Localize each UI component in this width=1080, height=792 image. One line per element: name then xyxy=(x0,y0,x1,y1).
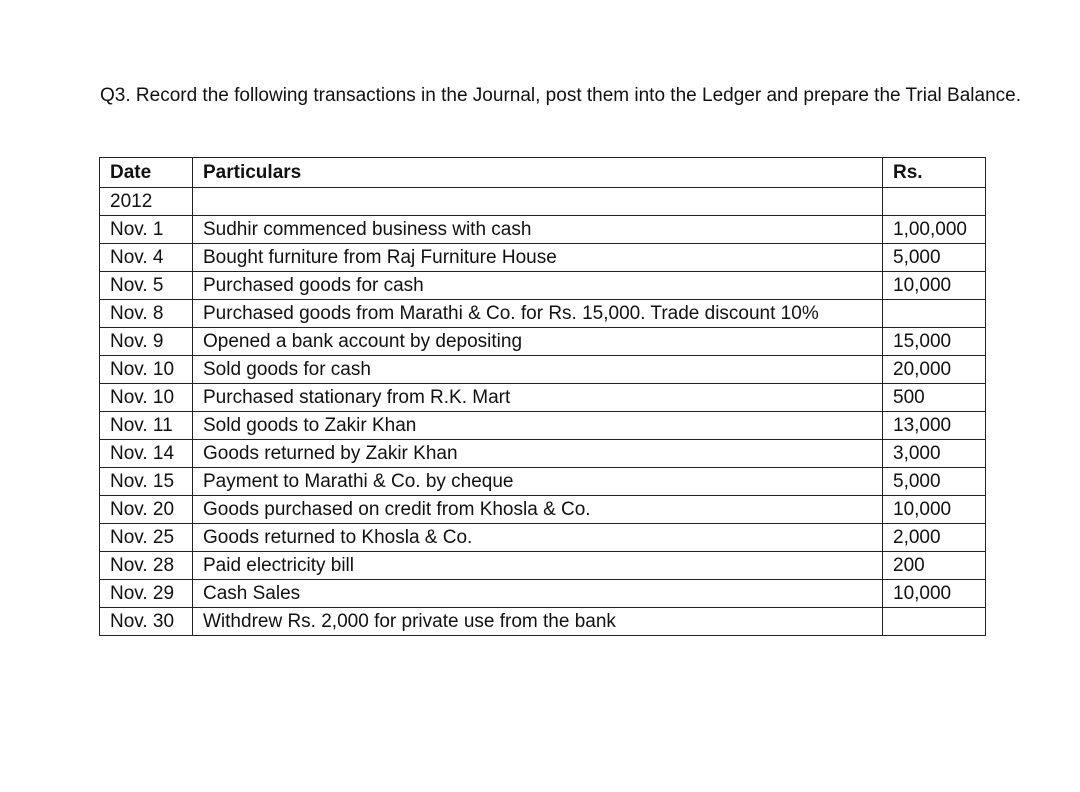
table-row xyxy=(100,580,986,608)
cell-date: Nov. 15 xyxy=(100,468,193,496)
cell-particulars: Goods purchased on credit from Khosla & Co. xyxy=(193,496,883,524)
cell-particulars: Payment to Marathi & Co. by cheque xyxy=(193,468,883,496)
cell-date: Nov. 4 xyxy=(100,244,193,272)
table-row xyxy=(100,272,986,300)
cell-amount: 5,000 xyxy=(883,468,986,496)
cell-amount: 10,000 xyxy=(883,496,986,524)
table-header xyxy=(100,158,986,188)
table-row xyxy=(100,552,986,580)
cell-particulars: Sudhir commenced business with cash xyxy=(193,216,883,244)
cell-particulars: Sold goods to Zakir Khan xyxy=(193,412,883,440)
cell-particulars: Goods returned to Khosla & Co. xyxy=(193,524,883,552)
header-date: Date xyxy=(100,158,193,188)
table-body xyxy=(100,188,986,636)
cell-date: Nov. 25 xyxy=(100,524,193,552)
cell-date: Nov. 10 xyxy=(100,384,193,412)
header-amount: Rs. xyxy=(883,158,986,188)
question-text: Q3. Record the following transactions in the Journal, post them into the Ledger and prepare the Trial Balance. xyxy=(100,85,1021,106)
table-row xyxy=(100,608,986,636)
cell-amount: 200 xyxy=(883,552,986,580)
cell-date: Nov. 8 xyxy=(100,300,193,328)
cell-amount: 10,000 xyxy=(883,272,986,300)
cell-date: Nov. 14 xyxy=(100,440,193,468)
cell-amount: 13,000 xyxy=(883,412,986,440)
cell-amount: 1,00,000 xyxy=(883,216,986,244)
table-row xyxy=(100,216,986,244)
cell-amount: 10,000 xyxy=(883,580,986,608)
table-row xyxy=(100,440,986,468)
cell-date: Nov. 10 xyxy=(100,356,193,384)
cell-date: Nov. 9 xyxy=(100,328,193,356)
cell-particulars: Bought furniture from Raj Furniture House xyxy=(193,244,883,272)
cell-amount xyxy=(883,608,986,636)
cell-date: Nov. 1 xyxy=(100,216,193,244)
table-row xyxy=(100,188,986,216)
transactions-table xyxy=(99,157,986,636)
table-row xyxy=(100,300,986,328)
header-particulars: Particulars xyxy=(193,158,883,188)
cell-particulars: Cash Sales xyxy=(193,580,883,608)
table-row xyxy=(100,384,986,412)
cell-amount: 5,000 xyxy=(883,244,986,272)
cell-date: Nov. 11 xyxy=(100,412,193,440)
cell-amount xyxy=(883,188,986,216)
table-row xyxy=(100,328,986,356)
cell-amount: 2,000 xyxy=(883,524,986,552)
cell-amount: 500 xyxy=(883,384,986,412)
cell-particulars xyxy=(193,188,883,216)
cell-particulars: Paid electricity bill xyxy=(193,552,883,580)
cell-date: 2012 xyxy=(100,188,193,216)
cell-date: Nov. 5 xyxy=(100,272,193,300)
table-row xyxy=(100,412,986,440)
table-row xyxy=(100,356,986,384)
cell-particulars: Withdrew Rs. 2,000 for private use from the bank xyxy=(193,608,883,636)
table-header-row xyxy=(100,158,986,188)
cell-date: Nov. 30 xyxy=(100,608,193,636)
cell-amount: 20,000 xyxy=(883,356,986,384)
table-row xyxy=(100,244,986,272)
cell-date: Nov. 20 xyxy=(100,496,193,524)
cell-particulars: Purchased goods for cash xyxy=(193,272,883,300)
cell-date: Nov. 28 xyxy=(100,552,193,580)
cell-amount: 15,000 xyxy=(883,328,986,356)
cell-amount: 3,000 xyxy=(883,440,986,468)
table-row xyxy=(100,468,986,496)
transactions-table-container xyxy=(99,157,986,636)
cell-particulars: Purchased stationary from R.K. Mart xyxy=(193,384,883,412)
cell-particulars: Purchased goods from Marathi & Co. for Rs. 15,000. Trade discount 10% xyxy=(193,300,883,328)
cell-amount xyxy=(883,300,986,328)
cell-date: Nov. 29 xyxy=(100,580,193,608)
table-row xyxy=(100,524,986,552)
cell-particulars: Sold goods for cash xyxy=(193,356,883,384)
table-row xyxy=(100,496,986,524)
cell-particulars: Goods returned by Zakir Khan xyxy=(193,440,883,468)
cell-particulars: Opened a bank account by depositing xyxy=(193,328,883,356)
